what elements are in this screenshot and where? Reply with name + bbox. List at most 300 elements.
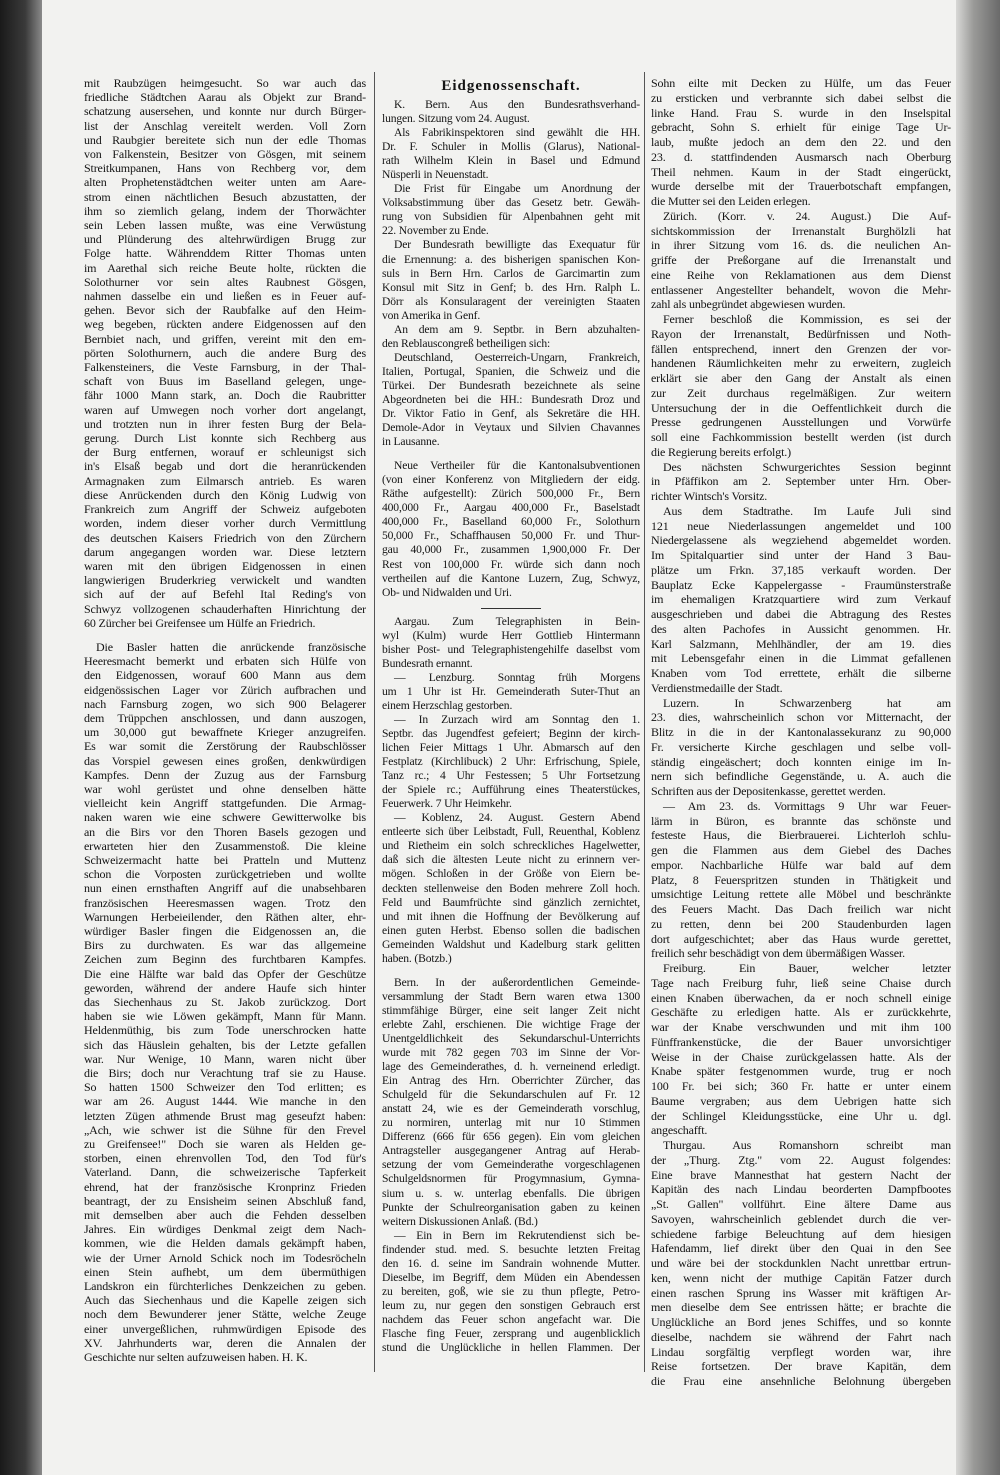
text-line: weg begeben, rückten andere Eidgenossen auf den: [84, 317, 366, 332]
text-line: das Vorspiel gewesen eines großen, denkwürdigen: [84, 753, 366, 768]
text-line: freilich sehr beschädigt von dem übermäßigen Wasser.: [651, 946, 905, 961]
text-line: eine Reihe von Reklamationen aus dem Dienst: [651, 267, 951, 282]
text-line: Geschäfte zu erledigen hatte. Als er zurückkehrte,: [651, 1005, 951, 1020]
text-line: Niedergelassene als wegziehend abgemeldet worden.: [651, 533, 951, 548]
text-line: richter Wintsch's Vorsitz.: [651, 489, 768, 503]
text-line: list der Anschlag vereitelt werden. Voll Zorn: [84, 118, 366, 133]
text-line: fähr 1000 Mann stark, an. Doch die Raubritter: [84, 388, 366, 403]
text-line: griffe der Preßorgane auf die Irrenanstalt und: [651, 253, 951, 267]
text-line: nahmen dasselbe ein und ließen es in Feuer auf-: [84, 289, 366, 304]
text-line: findender stud. med. S. besuchte letzten Freitag: [382, 1242, 640, 1256]
text-line: An dem am 9. Septbr. in Bern abzuhalten-: [394, 322, 640, 336]
text-line: „St. Gallen" vollführt. Eine ältere Dame aus: [651, 1197, 951, 1211]
text-line: des deutschen Kaisers Friedrich von den Zürchern: [84, 530, 366, 545]
text-line: Als Fabrikinspektoren sind gewählt die HH.: [394, 126, 640, 140]
text-line: beantragt, der zu Ensisheim seinen Abschluß fand,: [84, 1193, 366, 1208]
text-line: schon die Vorposten zurückgetrieben und wollte: [84, 867, 366, 882]
text-line: 400,000 Fr., Aargau 400,000 Fr., Baselstadt: [382, 501, 640, 515]
text-line: schaft von Buus im Baselland gelegen, unge-: [84, 374, 366, 389]
text-line: Ein Antrag des Hrn. Oberrichter Zürcher, das: [382, 1074, 640, 1088]
text-line: Baume vergraben; aus dem Uebrigen hatte sich: [651, 1093, 951, 1108]
text-line: dieselbe, nachdem sie während der Fahrt nach: [651, 1329, 951, 1344]
text-line: noch dem Bewunderer jener Stätte, welche Zeuge: [84, 1307, 366, 1322]
text-line: wyl (Kulm) wurde Herr Gottlieb Hintermann: [382, 628, 640, 642]
text-line: Nüsperli in Neuenstadt.: [382, 168, 489, 182]
text-line: Volksabstimmung über das Gesetz betr. Gewäh-: [382, 196, 640, 210]
text-line: — Koblenz, 24. August. Gestern Abend: [394, 811, 640, 825]
text-line: erwarteten hier den Zusammenstoß. Die kleine: [84, 838, 366, 853]
text-line: Aargau. Zum Telegraphisten in Bein-: [394, 614, 640, 628]
text-line: rung von Subsidien für Alpenbahnen geht mit: [382, 210, 640, 224]
article-paragraph: [382, 671, 640, 713]
column-divider: [644, 72, 645, 1372]
text-line: Neue Vertheiler für die Kantonalsubventionen: [394, 459, 640, 473]
article-paragraph: [651, 961, 951, 1138]
text-line: Der Bundesrath bewilligte das Exequatur für: [394, 238, 640, 252]
text-line: Feuerwerk. 7 Uhr Heimkehr.: [382, 797, 512, 811]
text-line: in Lausanne.: [382, 435, 440, 449]
text-line: rath Wilhelm Klein in Basel und Edmund: [382, 154, 640, 168]
text-line: von Falkenstein, Besitzer von Gösgen, mit seinem: [84, 147, 366, 162]
text-line: um 30,000 gut bewaffnete Krieger anzugreifen.: [84, 725, 366, 740]
text-line: Aus dem Stadtrathe. Im Laufe Juli sind: [663, 503, 951, 518]
text-line: Warnungen Herbeieilender, den Räthen alter, ehr-: [84, 909, 366, 924]
text-line: war am 26. August 1444. Wie manche in den: [84, 1094, 366, 1109]
text-line: zu ersticken und verbrannte sich dabei selbst die: [651, 90, 951, 105]
text-line: sichtskommission der Irrenanstalt Burghölzli hat: [651, 223, 951, 238]
text-line: einen guten Herbst. Ebenso sollen die badischen: [382, 923, 640, 937]
text-line: war wohl gerüstet und ohne denselben hätte: [84, 781, 366, 796]
text-line: kommen, wie die Helden damals gekämpft haben,: [84, 1236, 366, 1251]
column-3: [651, 76, 951, 1389]
text-line: storben, einen ehrenvollen Tod, den Tod für's: [84, 1151, 366, 1166]
text-line: einen raschen Sprung ins Wasser mit kräftigen Ar-: [651, 1285, 951, 1300]
text-line: Konsul mit Sitz in Genf; b. des Hrn. Ralph L.: [382, 280, 640, 294]
text-line: schatzung ausersehen, und konnte nur durch Bürger-: [84, 104, 366, 119]
scan-border-right: [956, 0, 1000, 1475]
text-line: Septbr. das Jugendfest gefeiert; Beginn der kirch-: [382, 727, 640, 741]
article-paragraph: [651, 799, 951, 961]
text-line: Reise fortsetzen. Der brave Kapitän, dem: [651, 1359, 951, 1374]
text-line: die Birs; doch nur Verachtung traf sie zu Hause.: [84, 1066, 366, 1081]
text-line: erlebte Zahl, erschienen. Die wichtige Frage der: [382, 1017, 640, 1031]
text-line: friedliche Städtchen Aarau als Objekt zur Brand-: [84, 90, 366, 105]
text-line: handenen Räumlichkeiten mehr zu erweitern, zugleich: [651, 356, 951, 371]
text-line: Des nächsten Schwurgerichtes Session beginnt: [663, 459, 951, 474]
article-paragraph: [84, 76, 366, 630]
text-line: Armagnaken zum Eilmarsch antrieb. Es waren: [84, 473, 366, 488]
article-paragraph: [382, 126, 640, 182]
text-line: die Mutter sei den Leiden erlegen.: [651, 194, 811, 208]
text-line: Punkte der Schulreorganisation gaben zu keinen: [382, 1200, 640, 1214]
text-line: Dr. F. Schuler in Mollis (Glarus), National-: [382, 140, 640, 154]
article-paragraph: [651, 696, 951, 799]
text-line: darum angegangen worden war. Diese letztern: [84, 544, 366, 559]
text-line: naken waren wie eine schwere Gewitterwolke bis: [84, 810, 366, 825]
scan-border-left: [0, 0, 42, 1475]
text-line: 23. dies, wahrscheinlich schon vor Mitternacht, der: [651, 710, 951, 725]
text-line: sich auf der auf Befehl Ital Reding's von: [84, 587, 366, 602]
text-line: lungen. Sitzung vom 24. August.: [382, 112, 530, 126]
article-paragraph: [382, 459, 640, 599]
text-line: — Am 23. ds. Vormittags 9 Uhr war Feuer-: [663, 798, 951, 813]
text-line: in's Elsaß begab und dort die heranrückenden: [84, 459, 366, 474]
text-line: fällen entsprechend, innert den Grenzen der vor-: [651, 341, 951, 356]
text-line: erklärt sie aber den Gang der Anstalt als einen: [651, 371, 951, 385]
text-line: und Plünderung des altehrwürdigen Brugg zur: [84, 232, 366, 247]
text-line: Rayon der Irrenanstalt, Bedürfnissen und Noth-: [651, 326, 951, 341]
text-line: Hafendamm, lief direkt über den Quai in den See: [651, 1241, 951, 1256]
text-line: 400,000 Fr., Baselland 60,000 Fr., Solothurn: [382, 515, 640, 529]
text-line: Geschichte nur selten aufzuweisen haben. H. K.: [84, 1350, 308, 1365]
text-line: Bundesrath ernannt.: [382, 656, 473, 670]
text-line: Kampfes. Denn der Zuzug aus der Farnsburg: [84, 767, 366, 782]
text-line: gerung. Durch List konnte sich Rechberg aus: [84, 431, 366, 446]
text-line: „Ach, wie schwer ist die Sühne für den Frevel: [84, 1122, 366, 1137]
text-line: ehrend, hat der französische Kronprinz Frieden: [84, 1179, 366, 1194]
text-line: Freiburg. Ein Bauer, welcher letzter: [663, 961, 951, 975]
text-line: Birs zu durchwaten. Es war das allgemeine: [84, 938, 366, 953]
text-line: 50,000 Fr., Schaffhausen 50,000 Fr. und Thur-: [382, 529, 640, 543]
text-line: — In Zurzach wird am Sonntag den 1.: [394, 712, 640, 726]
text-line: wurde mit 782 gegen 703 im Sinne der Vor-: [382, 1046, 640, 1060]
text-line: des alten Pachofes in Aussicht genommen. Hr.: [651, 621, 951, 636]
text-line: vielleicht kein Angriff stattgefunden. Die Armag-: [84, 796, 366, 811]
text-line: — Ein in Bern im Rekrutendienst sich be-: [394, 1228, 640, 1242]
column-2: [382, 76, 640, 1355]
text-line: XV. Jahrhunderts war, deren die Annalen der: [84, 1335, 366, 1350]
text-line: Heeresmacht bemerkt und erbaten sich Hülfe von: [84, 654, 366, 669]
text-line: Türkei. Der Bundesrath bezeichnete als seine: [382, 378, 640, 392]
text-line: nach Farnsburg zogen, wo sich 900 Belagerer: [84, 696, 366, 711]
text-line: Unentgeldlichkeit des Sekundarschul-Unterrichts: [382, 1032, 640, 1045]
article-paragraph: [382, 615, 640, 671]
text-line: — Lenzburg. Sonntag früh Morgens: [394, 670, 640, 684]
text-line: letzten Zügen athmende Brust mag geseufzt haben:: [84, 1108, 366, 1123]
text-line: Landskron ein fürchterliches Denkzeichen zu geben.: [84, 1279, 366, 1294]
text-line: eidgenössischen Lager vor Zürich aufbrachen und: [84, 682, 366, 697]
text-line: Gemeinden Waldshut und Kadelburg stark gelitten: [382, 937, 640, 951]
text-line: gebracht, Sohn S. erhielt für einige Tage Ur-: [651, 120, 951, 135]
text-line: setzung der vom Gemeinderathe vorgeschlagenen: [382, 1158, 640, 1172]
text-line: Schulgeld für die Sekundarschulen auf Fr. 12: [382, 1088, 640, 1102]
text-line: (von einer Konferenz von Mitgliedern der eidg.: [382, 473, 640, 487]
text-line: Demole-Ador in Veytaux und Silvien Chavannes: [382, 421, 640, 435]
text-line: So hatten 1500 Schweizer den Tod erlitten; es: [84, 1080, 366, 1095]
text-line: von Amerika in Genf.: [382, 308, 481, 322]
text-line: Karl Salzmann, Mehlhändler, der am 19. dies: [651, 636, 951, 651]
text-line: war. Nur Wenige, 10 Mann, waren nicht über: [84, 1051, 366, 1066]
text-line: die Frau eine ansehnliche Belohnung übergeben: [651, 1374, 951, 1388]
text-line: entleerte sich über Leibstadt, Full, Reuenthal, Koblenz: [382, 825, 640, 839]
text-line: Die Frist für Eingabe um Anordnung der: [394, 182, 640, 196]
text-line: Fr. versicherte Kirche geschlagen und selbe voll-: [651, 739, 951, 754]
text-line: Kapitän des nach Lindau beorderten Dampfbootes: [651, 1182, 951, 1197]
text-line: schiedene farbige Beleuchtung auf dem hiesigen: [651, 1226, 951, 1241]
text-line: wie der Urner Arnold Schick noch im Todesröcheln: [84, 1250, 366, 1265]
text-line: waren mit den übrigen Eidgenossen in einen: [84, 558, 366, 573]
text-line: Schulgeldsnormen für Progymnasium, Gymna-: [382, 1172, 640, 1186]
text-line: haben. (Botzb.): [382, 951, 452, 965]
text-line: laub, mußte jedoch an dem den 22. und den: [651, 135, 951, 149]
text-line: Jahres. Ein würdiges Denkmal zeigt dem Nach-: [84, 1222, 366, 1237]
text-line: Bernbiet nach, und griffen, vereint mit den em-: [84, 331, 366, 346]
text-line: den Reblauscongreß betheiligen sich:: [382, 336, 551, 350]
text-line: Schriften aus der Depositenkasse, gerettet werden.: [651, 784, 886, 798]
text-line: Schweizermacht hatte bei Pratteln und Muttenz: [84, 852, 366, 867]
text-line: langwierigen Bruderkrieg verwickelt und wandten: [84, 573, 366, 588]
text-line: anstatt 24, wie es der Gemeinderath vorschlug,: [382, 1102, 640, 1116]
text-line: Knaben vom Tod errettete, erhält die silberne: [651, 666, 951, 680]
text-line: lärm in Büron, es brannte das schönste und: [651, 813, 951, 828]
text-line: die Ernennung: a. des bisherigen spanischen Kon-: [382, 252, 640, 266]
paragraph-gap: [84, 630, 366, 640]
text-line: zu Greifensee!" Doch sie waren als Helden ge-: [84, 1137, 366, 1152]
article-paragraph: [382, 98, 640, 126]
text-line: K. Bern. Aus den Bundesrathsverhand-: [394, 98, 640, 111]
column-divider: [374, 72, 375, 1372]
text-line: zu retten, denn bei 200 Staudenburden lagen: [651, 916, 951, 931]
text-line: Sohn eilte mit Decken zu Hülfe, um das Feuer: [651, 76, 951, 90]
text-line: soll eine Fachkommission bestellt werden (ist durch: [651, 430, 951, 444]
text-line: Im Spitalquartier sind unter der Hand 3 Bau-: [651, 548, 951, 562]
text-line: bisher Post- und Telegraphistengehilfe daselbst vom: [382, 642, 640, 656]
text-line: im Aarethal sich reiche Beute holte, rückten die: [84, 260, 366, 275]
text-line: Feld und Baumfrüchte sind gänzlich zernichtet,: [382, 895, 640, 909]
article-paragraph: [651, 504, 951, 696]
text-line: gehen. Bevor sich der Raubfalke auf den Heim-: [84, 303, 366, 318]
text-line: weitern Diskussionen Anlaß. (Bd.): [382, 1214, 538, 1228]
text-line: an die Birs vor den Thoren Basels gezogen und: [84, 824, 366, 839]
text-line: Tage nach Freiburg fuhr, ließ seine Chaise durch: [651, 975, 951, 990]
paragraph-gap: [382, 966, 640, 976]
text-line: Schwyz vollzogenen schauderhaften Hinrichtung der: [84, 601, 366, 616]
text-line: Untersuchung der in die Oeffentlichkeit durch die: [651, 400, 951, 415]
text-line: das Siechenhaus zu St. Jakob zurückzog. Dort: [84, 995, 366, 1009]
text-line: ken, wenn nicht der muthige Capitän Fatzer durch: [651, 1270, 951, 1285]
text-line: Deutschland, Oesterreich-Ungarn, Frankreich,: [394, 350, 640, 364]
text-line: Zürich. (Korr. v. 24. August.) Die Auf-: [663, 208, 951, 223]
text-line: haben sie wie Löwen gekämpft, Mann für Mann.: [84, 1009, 366, 1024]
article-paragraph: [84, 640, 366, 1364]
text-line: dem Trüppchen anschlossen, und dann auszogen,: [84, 710, 366, 725]
article-paragraph: [382, 351, 640, 449]
text-line: Dr. Viktor Fatio in Genf, als Sekretäre die HH.: [382, 407, 640, 421]
text-line: Blitz in die in der Kantonalassekuranz zu 90,000: [651, 725, 951, 739]
text-line: Bern. In der außerordentlichen Gemeinde-: [394, 975, 640, 989]
text-line: linke Hand. Frau S. wurde in den Inselspital: [651, 105, 951, 120]
text-line: 60 Zürcher bei Greifensee um Hülfe an Friedrich.: [84, 615, 316, 630]
section-heading: Eidgenossenschaft.: [441, 78, 581, 94]
text-line: angeschafft.: [651, 1123, 708, 1138]
text-line: die Regierung bereits erfolgt.): [651, 444, 791, 459]
text-line: lichen Feier Mittags 1 Uhr. Abmarsch auf den: [382, 741, 640, 755]
text-line: Abgeordneten bei die HH.: Bundesrath Droz und: [382, 392, 640, 406]
text-line: Die eine Hälfte war bald das Opfer der Geschütze: [84, 966, 366, 981]
text-line: daß sich die ältesten Leute nicht zu erinnern ver-: [382, 853, 640, 867]
text-line: Italien, Portugal, Spanien, die Schweiz und die: [382, 364, 640, 378]
text-line: Streitkumpanen, Hans von Rechberg vor, dem: [84, 161, 366, 176]
article-paragraph: [382, 713, 640, 811]
text-line: stund die Unglückliche in hellen Flammen. Der: [382, 1341, 640, 1355]
text-line: Differenz (666 für 656 gegen). Ein vom gleichen: [382, 1130, 640, 1144]
article-paragraph: [382, 1229, 640, 1355]
text-line: Dieselbe, im Begriff, dem Müden ein Abendessen: [382, 1270, 640, 1284]
text-line: leum zu, nur gegen den sonstigen Gebrauch erst: [382, 1298, 640, 1312]
text-line: sium u. s. w. unterlag ebenfalls. Die übrigen: [382, 1186, 640, 1200]
article-paragraph: [382, 182, 640, 238]
text-line: mit Lebensgefahr einen in die Limmat gefallenen: [651, 651, 951, 666]
article-paragraph: [382, 323, 640, 351]
text-line: Theil nehmen. Kaum in der Stadt eingerückt,: [651, 164, 951, 179]
text-line: Thurgau. Aus Romanshorn schreibt man: [663, 1138, 951, 1152]
text-line: Verdienstmedaille der Stadt.: [651, 680, 783, 695]
text-line: Folge hatte. Währenddem Ritter Thomas unten: [84, 246, 366, 261]
text-line: der Schlingel Kleidungsstücke, eine Uhr u. dgl.: [651, 1108, 951, 1123]
text-line: mit Raubzügen heimgesucht. So war auch das: [84, 76, 366, 90]
text-line: den 16. d. seine im Sandrain wohnende Mutter.: [382, 1256, 640, 1270]
text-line: Falkensteiners, die Veste Farnsburg, in der Thal-: [84, 360, 366, 375]
text-line: den Eidgenossen, worauf 600 Mann aus dem: [84, 668, 366, 683]
text-line: gau 40,000 Fr., zusammen 1,900,000 Fr. Der: [382, 543, 640, 557]
text-line: Luzern. In Schwarzenberg hat am: [663, 695, 951, 710]
article-paragraph: [651, 76, 951, 209]
text-line: und Rietheim ein solch schreckliches Hagelwetter,: [382, 839, 640, 853]
text-line: Weise in der Chaise zurückgelassen hatte. Als der: [651, 1049, 951, 1064]
text-line: stimmfähige Bürger, eine seit langer Zeit nicht: [382, 1003, 640, 1017]
text-line: Heldenmüthig, bis zum Tode unerschrocken hatte: [84, 1023, 366, 1038]
text-line: vertheilen auf die Kantone Luzern, Zug, Schwyz,: [382, 571, 640, 585]
text-line: Festplatz (Kirchlibuck) 2 Uhr: Erfrischung, Spiele,: [382, 755, 640, 769]
text-line: Zeichen zum Beginn des furchtbaren Kampfes.: [84, 952, 366, 967]
text-line: ständig eingeäschert; doch konnten einige im In-: [651, 754, 951, 769]
text-line: einem Herzschlag gestorben.: [382, 698, 513, 712]
text-line: mit demselben aber auch die Fehden desselben: [84, 1208, 366, 1223]
text-line: pörten Solothurnern, auch die andere Burg des: [84, 345, 366, 360]
text-line: und Raubgier bereitete sich nun der edle Thomas: [84, 132, 366, 147]
text-line: Rest von 100,000 Fr. würde sich dann noch: [382, 557, 640, 571]
section-rule: [481, 608, 541, 609]
text-line: Vaterland. Dann, die schweizerische Tapferkeit: [84, 1165, 366, 1180]
text-line: 22. November zu Ende.: [382, 224, 489, 238]
text-line: wurde derselbe mit der Trauerbotschaft empfangen,: [651, 179, 951, 194]
text-line: der Spiele rc.; Aufführung eines Theaterstückes,: [382, 783, 640, 797]
text-line: der Burg entfernen, worauf er schleunigst sich: [84, 445, 366, 460]
article-paragraph: [651, 460, 951, 504]
text-line: und trotzten nun in ihrer festen Burg der Bela-: [84, 416, 366, 431]
text-line: Flasche fing Feuer, zersprang und augenblicklich: [382, 1326, 640, 1340]
text-line: im ehemaligen Kratzquartiere wird zum Verkauf: [651, 592, 951, 607]
text-line: Ferner beschloß die Kommission, es sei der: [663, 312, 951, 326]
text-line: strom einen nächtlichen Besuch abzustatten, der: [84, 189, 366, 204]
text-line: Bauplatz Ecke Kappelergasse - Fraumünsterstraße: [651, 577, 951, 592]
text-line: mögen. Schloßen in der Größe von Eiern be-: [382, 867, 640, 881]
text-line: Fünffrankenstücke, die der Bauer unvorsichtiger: [651, 1034, 951, 1049]
text-line: Solothurner vor sein altes Raubnest Gösgen,: [84, 274, 366, 289]
text-line: gen die Flammen aus dem Giebel des Daches: [651, 843, 951, 857]
text-line: Lindau sorgfältig verpflegt worden war, ihre: [651, 1344, 951, 1359]
text-line: dort aufgeschichtet; aber das Haus wurde gerettet,: [651, 931, 951, 946]
text-line: 100 Fr. bei sich; 360 Fr. hatte er unter einem: [651, 1079, 951, 1093]
text-line: zu bereiten, goß, wie sie zu thun pflegte, Petro-: [382, 1284, 640, 1298]
text-line: Platz, 8 Feuerspritzen stunden in Thätigkeit und: [651, 872, 951, 887]
text-line: Tanz rc.; 4 Uhr Festessen; 5 Uhr Fortsetzung: [382, 769, 640, 783]
text-line: in Pfäffikon am 2. September unter Hrn. Ober-: [651, 474, 951, 489]
text-line: zahl als unbegründet abgewiesen wurden.: [651, 297, 846, 312]
text-line: Dörr als Konsularagent der vereinigten Staaten: [382, 294, 640, 308]
text-line: einer unvergeßlichen, ruhmwürdigen Episode des: [84, 1321, 366, 1336]
article-paragraph: [382, 238, 640, 322]
text-line: suls in Bern Hrn. Carlos de Garcimartin zum: [382, 266, 640, 280]
text-line: Räthe aufgestellt): Zürich 500,000 Fr., Bern: [382, 487, 640, 501]
text-line: einen Knaben überwachen, da er noch schnell einige: [651, 990, 951, 1005]
text-line: des Feuers Macht. Das Dach freilich war nicht: [651, 902, 951, 916]
text-line: sich das Häuslein gehalten, bis der Letzte gefallen: [84, 1037, 366, 1052]
text-line: sein Leben lassen mußte, was eine Verwüstung: [84, 218, 366, 233]
text-line: alten Prophetenstädtchen weiter unten am Aare-: [84, 175, 366, 190]
article-paragraph: [651, 312, 951, 460]
text-line: der „Thurg. Ztg." vom 22. August folgendes:: [651, 1152, 951, 1167]
text-line: festeste Haus, die Bierbrauerei. Lichterloh schlu-: [651, 828, 951, 843]
text-line: war der Knabe verschwunden und mit ihm 100: [651, 1020, 951, 1034]
article-paragraph: [651, 209, 951, 312]
text-line: zu normiren, unterlag mit nur 10 Stimmen: [382, 1116, 640, 1130]
text-line: Presse gedrungenen Ausstellungen und Vorwürfe: [651, 415, 951, 430]
text-line: 23. d. stattfindenden Ausmarsch nach Oberburg: [651, 149, 951, 164]
text-line: lage des Gemeinderathes, d. h. verneinend erledigt.: [382, 1060, 640, 1074]
text-line: versammlung der Stadt Bern waren etwa 1300: [382, 989, 640, 1003]
text-line: ihm so ziemlich gelang, indem der Thorwächter: [84, 203, 366, 218]
text-line: Auch das Siechenhaus und die Kapelle zeigen sich: [84, 1293, 366, 1308]
text-line: waren auf Umwegen noch vorher dort angelangt,: [84, 402, 366, 417]
text-line: deckten stellenweise den Boden mehrere Zoll hoch.: [382, 881, 640, 895]
text-line: nachdem das Feuer schon angefacht war. Die: [382, 1312, 640, 1326]
text-line: zur Zeit durchaus regelmäßigen. Zur weitern: [651, 385, 951, 400]
text-line: Es war somit die Zerstörung der Raubschlösser: [84, 739, 366, 754]
article-paragraph: [651, 1138, 951, 1389]
text-line: ausgeschrieben und dabei die Abtragung des Restes: [651, 607, 951, 621]
text-line: und mit ihnen die Hoffnung der Bevölkerung auf: [382, 909, 640, 923]
article-paragraph: [382, 811, 640, 966]
text-line: um 1 Uhr ist Hr. Gemeinderath Suter-Thut an: [382, 684, 640, 698]
text-line: diese Anrückenden durch den König Ludwig von: [84, 487, 366, 502]
paragraph-gap: [382, 449, 640, 459]
text-line: Eine brave Mannesthat hat gestern Nacht der: [651, 1167, 951, 1182]
column-1: [84, 76, 366, 1364]
text-line: und wäre bei der stockdunklen Nacht unrettbar ertrun-: [651, 1256, 951, 1270]
text-line: nern sich befindliche Gegenstände, u. A. auch die: [651, 769, 951, 784]
text-line: Savoyen, wahrscheinlich geblendet durch die ver-: [651, 1211, 951, 1226]
text-line: empor. Nachbarliche Hülfe war bald auf dem: [651, 857, 951, 872]
text-line: plätze um Frkn. 37,185 verkauft worden. Der: [651, 562, 951, 577]
text-line: geworden, während der andere Haufe sich hinter: [84, 980, 366, 995]
text-line: Unglückliche an Bord jenes Schiffes, und so konnte: [651, 1315, 951, 1329]
text-line: Ob- und Nidwalden und Uri.: [382, 585, 512, 599]
text-line: Antragsteller ausgegangener Antrag auf Herab-: [382, 1144, 640, 1158]
text-line: würdiger Basler fingen die Eidgenossen an, die: [84, 923, 366, 938]
text-line: in ihrer Sitzung vom 16. ds. die neulichen An-: [651, 238, 951, 253]
text-line: 121 neue Niederlassungen angemeldet und 100: [651, 518, 951, 533]
text-line: entlassener Angestellter behandelt, wovon die Mehr-: [651, 282, 951, 297]
text-line: Die Basler hatten die anrückende französische: [96, 639, 366, 654]
text-line: worden, indem dieser vorher durch Vermittlung: [84, 516, 366, 531]
text-line: französischen Heeresmassen wagen. Trotz den: [84, 895, 366, 910]
text-line: nun einen ernsthaften Angriff auf die unabsehbaren: [84, 881, 366, 896]
text-line: Frankreich zum Angriff der Schweiz aufgeboten: [84, 502, 366, 517]
text-line: men dieselbe dem See entrissen hätte; er brachte die: [651, 1300, 951, 1315]
text-line: einen Stein aufhebt, um dem übermüthigen: [84, 1264, 366, 1279]
article-paragraph: [382, 976, 640, 1229]
